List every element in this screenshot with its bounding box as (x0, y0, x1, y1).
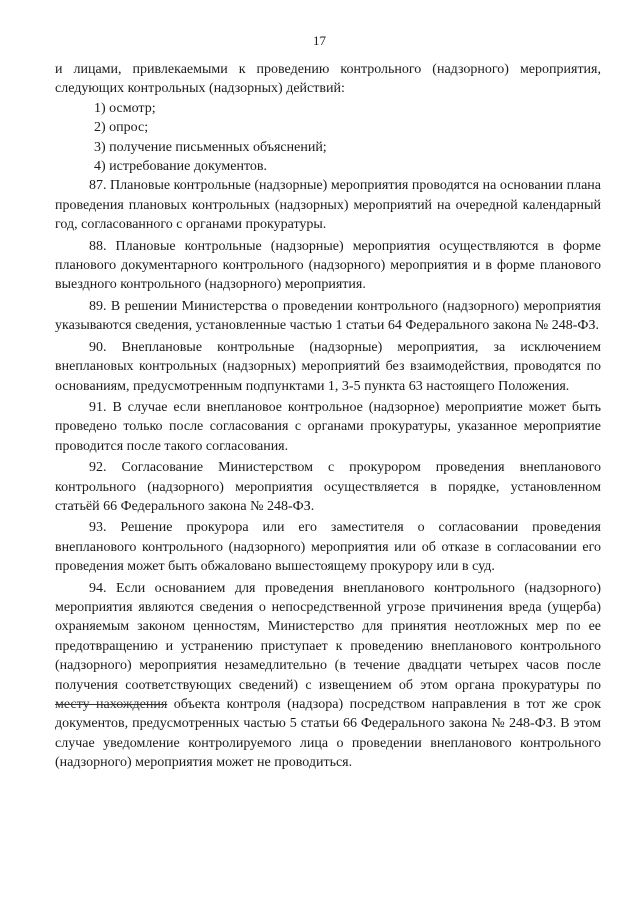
paragraph-91: 91. В случае если внеплановое контрольное (надзорное) мероприятие может быть проведено только после согласования с органами прокуратуры, указанное мероприятие проводится после такого согласования. (55, 399, 601, 454)
document-body (55, 60, 601, 773)
paragraph-94-text-start: 94. Если основанием для проведения внепланового контрольного (надзорного) мероприятия являются сведения о непосредственной угрозе причинения вреда (ущерба) охраняемым законом ценностям, Министерство для принятия неотложных мер по ее предотвращению и устранению приступает к проведению внепланового контрольного (надзорного) мероприятия незамедлительно (в течение двадцати четырех часов после получения соответствующих сведений) с извещением об этом органа прокуратуры по (55, 580, 601, 693)
paragraph-89: 89. В решении Министерства о проведении контрольного (надзорного) мероприятия указываются сведения, установленные частью 1 статьи 64 Федерального закона № 248-ФЗ. (55, 298, 601, 334)
paragraph-93: 93. Решение прокурора или его заместителя о согласовании проведения внепланового контрольного (надзорного) мероприятия или об отказе в согласовании его проведения может быть обжаловано вышестоящему прокурору или в суд. (55, 520, 601, 575)
action-item-1: 1) осмотр; (94, 100, 156, 116)
action-item-3: 3) получение письменных объяснений; (94, 139, 327, 155)
intro-paragraph: и лицами, привлекаемыми к проведению контрольного (надзорного) мероприятия, следующих контрольных (надзорных) действий: (55, 62, 601, 97)
page-number: 17 (313, 33, 326, 48)
paragraph-90: 90. Внеплановые контрольные (надзорные) мероприятия, за исключением внеплановых контрольных (надзорных) мероприятий без взаимодействия, проводятся по основаниям, предусмотренным подпунктами 1, 3-5 пункта 63 настоящего Положения. (55, 339, 601, 394)
paragraph-87: 87. Плановые контрольные (надзорные) мероприятия проводятся на основании плана проведения плановых контрольных (надзорных) мероприятий на очередной календарный год, согласованного с органами прокуратуры. (55, 178, 601, 233)
struck-text: месту нахождения (55, 697, 168, 712)
paragraph-88: 88. Плановые контрольные (надзорные) мероприятия осуществляются в форме планового документарного контрольного (надзорного) мероприятия и в форме планового выездного контрольного (надзорного) мероприятия. (55, 238, 601, 293)
paragraph-94-text-end: объекта контроля (надзора) посредством направления в тот же срок документов, предусмотренных частью 5 статьи 66 Федерального закона № 248-ФЗ. В этом случае уведомление контролируемого лица о проведении внепланового контрольного (надзорного) мероприятия может не проводиться. (55, 697, 601, 771)
paragraph-92: 92. Согласование Министерством с прокурором проведения внепланового контрольного (надзорного) мероприятия осуществляется в порядке, установленном статьёй 66 Федерального закона № 248-ФЗ. (55, 460, 601, 514)
action-item-4: 4) истребование документов. (94, 159, 267, 175)
action-item-2: 2) опрос; (94, 120, 149, 136)
paragraph-94 (55, 579, 601, 773)
